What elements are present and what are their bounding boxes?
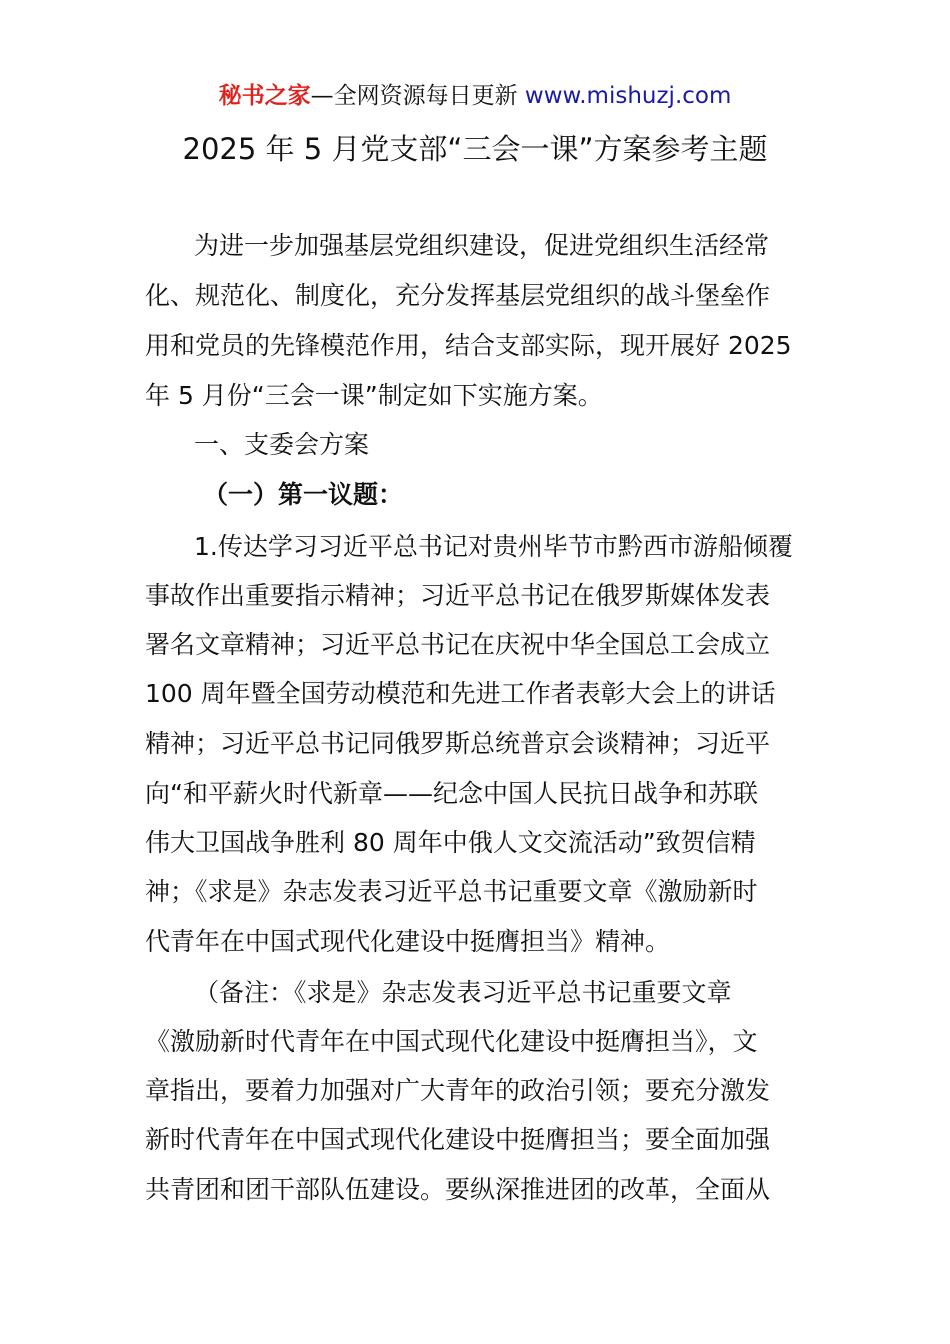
item-line: 伟大卫国战争胜利 80 周年中俄人文交流活动”致贺信精 [145,828,756,857]
item-line: 精神；习近平总书记同俄罗斯总统普京会谈精神；习近平 [145,729,771,758]
note-line: （备注：《求是》杂志发表习近平总书记重要文章 [194,978,732,1007]
site-brand: 秘书之家 [218,83,311,109]
site-header [0,80,950,112]
note-line: 《激励新时代青年在中国式现代化建设中挺膺担当》，文 [145,1027,758,1056]
site-tagline: —全网资源每日更新 [310,83,525,109]
item-line: 事故作出重要指示精神；习近平总书记在俄罗斯媒体发表 [145,581,771,610]
item-line: 代青年在中国式现代化建设中挺膺担当》精神。 [145,927,671,956]
intro-line: 为进一步加强基层党组织建设，促进党组织生活经常 [194,231,770,260]
document-title: 2025 年 5 月党支部“三会一课”方案参考主题 [182,132,768,166]
note-line: 章指出，要着力加强对广大青年的政治引领；要充分激发 [145,1076,771,1105]
intro-line: 年 5 月份“三会一课”制定如下实施方案。 [145,381,603,410]
item-line: 100 周年暨全国劳动模范和先进工作者表彰大会上的讲话 [145,679,776,708]
note-line: 新时代青年在中国式现代化建设中挺膺担当；要全面加强 [145,1125,771,1154]
item-line: 1.传达学习习近平总书记对贵州毕节市黔西市游船倾覆 [194,532,793,561]
site-url-link[interactable]: www.mishuzj.com [524,83,732,109]
item-line: 神；《求是》杂志发表习近平总书记重要文章《激励新时 [145,877,758,906]
note-line: 共青团和团干部队伍建设。要纵深推进团的改革，全面从 [145,1175,771,1204]
item-line: 向“和平薪火时代新章——纪念中国人民抗日战争和苏联 [145,779,758,808]
item-line: 署名文章精神；习近平总书记在庆祝中华全国总工会成立 [145,630,771,659]
section-heading: 一、支委会方案 [194,430,370,459]
subsection-heading: （一）第一议题： [203,480,404,509]
intro-line: 用和党员的先锋模范作用，结合支部实际，现开展好 2025 [145,331,792,360]
intro-line: 化、规范化、制度化，充分发挥基层党组织的战斗堡垒作 [145,281,771,310]
